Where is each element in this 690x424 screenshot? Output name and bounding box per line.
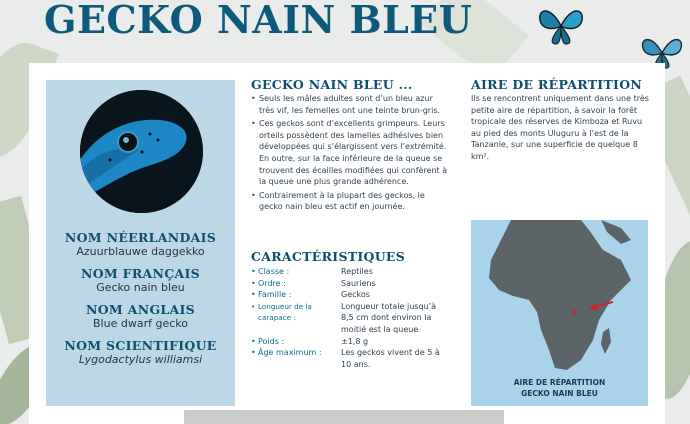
table-row	[251, 278, 451, 290]
name-value: Lygodactylus williamsi	[78, 353, 203, 366]
description-list	[251, 93, 448, 213]
name-heading: NOM FRANÇAIS	[80, 266, 200, 281]
row-value: ±1,8 g	[341, 336, 369, 346]
table-row	[251, 266, 451, 278]
map-caption-line: GECKO NAIN BLEU	[521, 389, 598, 398]
section-title: CARACTÉRISTIQUES	[251, 249, 406, 264]
list-item: • Ces geckos sont d’excellents grimpeurs. Leurs orteils possèdent des lamelles adhésives bien développées qui s’élargissent vers l’extrémité. En outre, sur la face inférieure de la queue se trouvent des écailles modifiées qui confèrent à la queue une plus grande adhérence.	[251, 118, 448, 188]
description-section	[251, 78, 448, 215]
names-list	[46, 231, 235, 375]
name-heading: NOM SCIENTIFIQUE	[64, 338, 217, 353]
map-caption-line: AIRE DE RÉPARTITION	[513, 378, 606, 387]
name-heading: NOM NÉERLANDAIS	[64, 230, 217, 245]
list-item: • Contrairement à la plupart des geckos, le gecko nain bleu est actif en journée.	[251, 190, 448, 213]
distribution-section	[471, 78, 651, 163]
row-key: • Famille :	[251, 289, 341, 301]
table-row	[251, 289, 451, 301]
name-value: Blue dwarf gecko	[93, 317, 188, 330]
row-value: Geckos	[341, 290, 370, 300]
characteristics-section	[251, 250, 451, 370]
row-key: • Classe :	[251, 266, 341, 278]
map-caption	[471, 377, 648, 399]
row-key: • Longueur de la carapace :	[251, 301, 341, 336]
row-key: • Ordre :	[251, 278, 341, 290]
list-item: • Seuls les mâles adultes sont d’un bleu azur très vif, les femelles ont une teinte brun-gris.	[251, 93, 448, 116]
butterfly-icon	[536, 4, 586, 48]
name-english	[46, 303, 235, 331]
name-heading: NOM ANGLAIS	[86, 302, 195, 317]
table-row	[251, 301, 451, 336]
name-scientific	[46, 339, 235, 367]
row-key: • Poids :	[251, 336, 341, 348]
name-value: Gecko nain bleu	[96, 281, 185, 294]
distribution-text: Ils se rencontrent uniquement dans une très petite aire de répartition, à savoir la forêt tropicale des réserves de Kimboza et Ruvu au pied des monts Uluguru à l’est de la Tanzanie, sur une superficie de quelque 8 km².	[471, 94, 649, 161]
table-row	[251, 347, 451, 370]
section-title: AIRE DE RÉPARTITION	[471, 77, 643, 92]
name-french	[46, 267, 235, 295]
row-value: Sauriens	[341, 278, 376, 288]
gecko-photo	[80, 90, 203, 213]
row-key: • Âge maximum :	[251, 347, 341, 370]
bottom-strip	[184, 410, 504, 424]
name-dutch	[46, 231, 235, 259]
row-value: Longueur totale jusqu’à 8,5 cm dont environ la moitié est la queue	[341, 301, 437, 334]
page-title: GECKO NAIN BLEU	[44, 0, 473, 42]
row-value: Reptiles	[341, 267, 373, 276]
name-value: Azuurblauwe daggekko	[76, 245, 205, 258]
section-title: GECKO NAIN BLEU ...	[251, 77, 413, 92]
table-row	[251, 336, 451, 348]
row-value: Les geckos vivent de 5 à 10 ans.	[341, 348, 440, 369]
